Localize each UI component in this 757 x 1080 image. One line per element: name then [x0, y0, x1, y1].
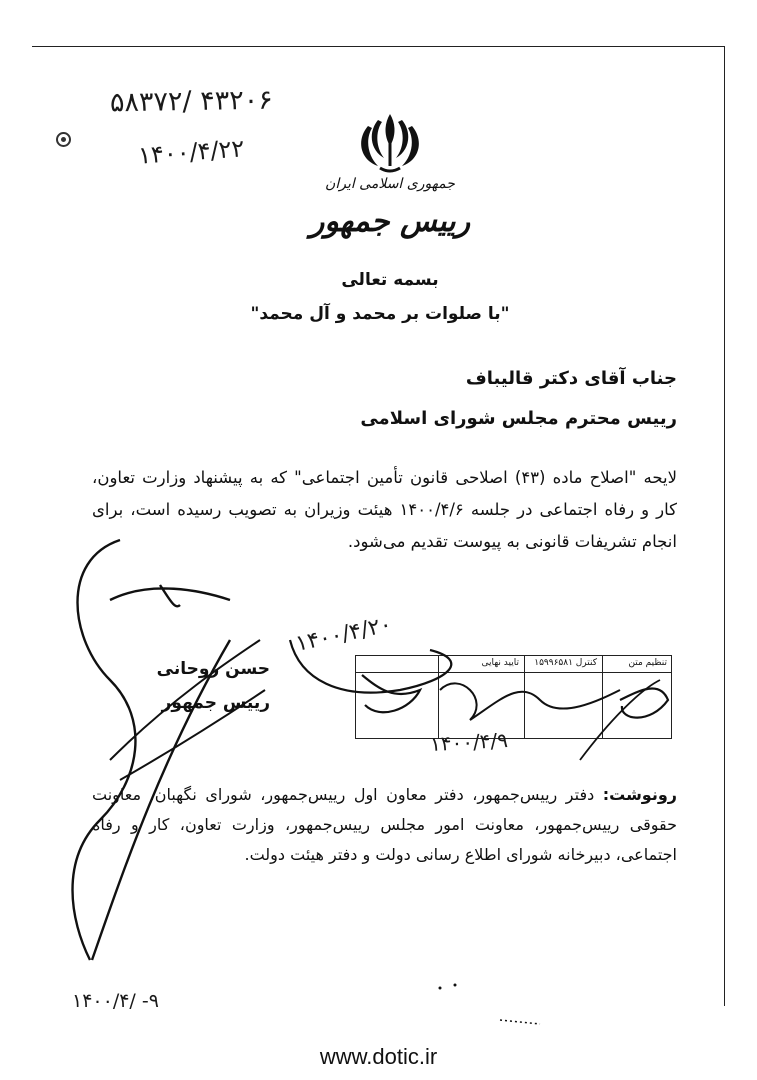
- handwritten-registration-date: ۱۴۰۰/۴/۲۰: [293, 612, 395, 657]
- bottom-date: ۱۴۰۰/۴/ -۹: [72, 990, 159, 1012]
- bismillah-heading: بسمه تعالی: [341, 270, 439, 290]
- letterhead-office: رییس جمهور: [309, 204, 471, 239]
- salawat-line: "با صلوات بر محمد و آل محمد": [250, 304, 510, 324]
- reg-box-col-text: تنظیم متن: [628, 658, 667, 668]
- reg-box-col-control: کنترل ۱۵۹۹۶۵۸۱: [534, 658, 597, 668]
- letter-body: لایحه "اصلاح ماده (۴۳) اصلاحی قانون تأمین اجتماعی" که به پیشنهاد وزارت تعاون، کار و رفاه اجتماعی در جلسه ۱۴۰۰/۴/۶ هیئت وزیران به تصویب رسیده است، برای انجام تشریفات قانونی به پیوست تقدیم می‌شود.: [92, 468, 677, 551]
- website-footer: www.dotic.ir: [319, 1044, 438, 1069]
- reference-number: ۵۸۳۷۲/ ۴۳۲۰۶: [109, 84, 273, 119]
- addressee-title: رییس محترم مجلس شورای اسلامی: [360, 408, 677, 429]
- signer-title: رییس جمهور: [161, 693, 270, 713]
- reference-date: ۱۴۰۰/۴/۲۲: [137, 134, 246, 170]
- signer-name: حسن روحانی: [156, 659, 270, 679]
- cc-label: رونوشت:: [602, 785, 677, 804]
- reg-box-col-approval: تایید نهایی: [481, 658, 519, 668]
- handwritten-bottom-number: ۱۴۰۰/۴/۹: [429, 727, 509, 757]
- letterhead-country: جمهوری اسلامی ایران: [325, 176, 455, 192]
- addressee-name: جناب آقای دکتر قالیباف: [465, 368, 677, 389]
- cc-recipients: دفتر رییس‌جمهور، دفتر معاون اول رییس‌جمهور، شورای نگهبان، معاونت حقوقی رییس‌جمهور، معاونت امور مجلس رییس‌جمهور، وزارت تعاون، کار و رفاه اجتماعی، دبیرخانه شورای اطلاع رسانی دولت و دفتر هیئت دولت.: [92, 785, 677, 864]
